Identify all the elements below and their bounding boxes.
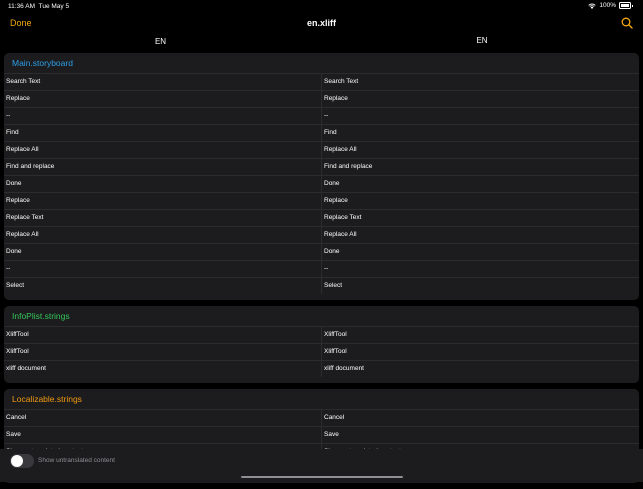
- translation-row[interactable]: [4, 73, 639, 90]
- source-text-cell: Replace: [6, 95, 30, 102]
- source-text-cell: Search Text: [6, 78, 41, 85]
- target-text-cell[interactable]: Done: [321, 176, 639, 192]
- show-untranslated-label: Show untranslated content: [38, 457, 115, 464]
- source-text-cell: Replace All: [6, 146, 39, 153]
- source-text-cell: Save: [6, 431, 21, 438]
- navigation-bar: [0, 14, 643, 34]
- target-text-cell[interactable]: Cancel: [321, 410, 639, 426]
- source-text-cell: Find: [6, 129, 19, 136]
- translation-row[interactable]: [4, 124, 639, 141]
- search-icon[interactable]: [621, 17, 633, 29]
- target-text-cell[interactable]: Find: [321, 125, 639, 141]
- target-text-cell[interactable]: Done: [321, 244, 639, 260]
- source-text-cell: Replace Text: [6, 214, 44, 221]
- show-untranslated-toggle[interactable]: [10, 454, 34, 468]
- translation-row[interactable]: [4, 426, 639, 443]
- translation-row[interactable]: [4, 158, 639, 175]
- translation-row[interactable]: [4, 175, 639, 192]
- done-button[interactable]: Done: [10, 18, 32, 28]
- source-text-cell: Find and replace: [6, 163, 55, 170]
- home-indicator: [241, 476, 403, 478]
- source-text-cell: --: [6, 265, 11, 272]
- target-text-cell[interactable]: Search Text: [321, 74, 639, 90]
- target-text-cell[interactable]: Replace All: [321, 227, 639, 243]
- source-text-cell: Select: [6, 282, 25, 289]
- source-language-header: EN: [154, 37, 167, 46]
- translation-row[interactable]: [4, 243, 639, 260]
- page-title: en.xliff: [306, 18, 336, 28]
- source-text-cell: Done: [6, 180, 22, 187]
- translation-row[interactable]: [4, 90, 639, 107]
- source-text-cell: Done: [6, 248, 22, 255]
- translation-row[interactable]: [4, 409, 639, 426]
- source-text-cell: Replace: [6, 197, 30, 204]
- target-text-cell[interactable]: Select: [321, 278, 639, 294]
- translation-row[interactable]: [4, 343, 639, 360]
- target-text-cell[interactable]: XliffTool: [321, 344, 639, 360]
- translation-row[interactable]: [4, 209, 639, 226]
- column-headers: [0, 34, 643, 48]
- bottom-toolbar: [0, 449, 643, 482]
- translation-row[interactable]: [4, 277, 639, 294]
- battery-percent: 100%: [599, 2, 616, 9]
- toggle-knob: [11, 455, 23, 467]
- status-time: 11:36 AM Tue May 5: [8, 3, 70, 10]
- source-text-cell: XliffTool: [6, 348, 29, 355]
- translation-row[interactable]: [4, 226, 639, 243]
- source-text-cell: Replace All: [6, 231, 39, 238]
- section-title: Main.storyboard: [12, 58, 73, 68]
- status-right: [588, 2, 633, 9]
- target-text-cell[interactable]: Replace: [321, 193, 639, 209]
- translation-row[interactable]: [4, 360, 639, 377]
- translation-list: [4, 53, 639, 489]
- target-text-cell[interactable]: Save: [321, 427, 639, 443]
- section-title: Localizable.strings: [12, 394, 82, 404]
- target-text-cell[interactable]: XliffTool: [321, 327, 639, 343]
- source-text-cell: XliffTool: [6, 331, 29, 338]
- source-text-cell: xliff document: [6, 365, 46, 372]
- section-title: InfoPlist.strings: [12, 311, 70, 321]
- target-text-cell[interactable]: Replace All: [321, 142, 639, 158]
- battery-tip: [632, 5, 633, 7]
- target-text-cell[interactable]: --: [321, 108, 639, 124]
- source-text-cell: --: [6, 112, 11, 119]
- translation-row[interactable]: [4, 107, 639, 124]
- target-text-cell[interactable]: Replace Text: [321, 210, 639, 226]
- translation-row[interactable]: [4, 192, 639, 209]
- file-section: [4, 306, 639, 383]
- target-text-cell[interactable]: Replace: [321, 91, 639, 107]
- target-text-cell[interactable]: --: [321, 261, 639, 277]
- translation-row[interactable]: [4, 260, 639, 277]
- target-text-cell[interactable]: Find and replace: [321, 159, 639, 175]
- translation-row[interactable]: [4, 141, 639, 158]
- target-text-cell[interactable]: xliff document: [321, 361, 639, 377]
- status-bar: [0, 0, 643, 14]
- translation-row[interactable]: [4, 326, 639, 343]
- wifi-icon: [588, 3, 596, 9]
- file-section: [4, 53, 639, 300]
- battery-icon: [619, 2, 631, 9]
- source-text-cell: Cancel: [6, 414, 27, 421]
- target-language-header: EN: [476, 36, 488, 45]
